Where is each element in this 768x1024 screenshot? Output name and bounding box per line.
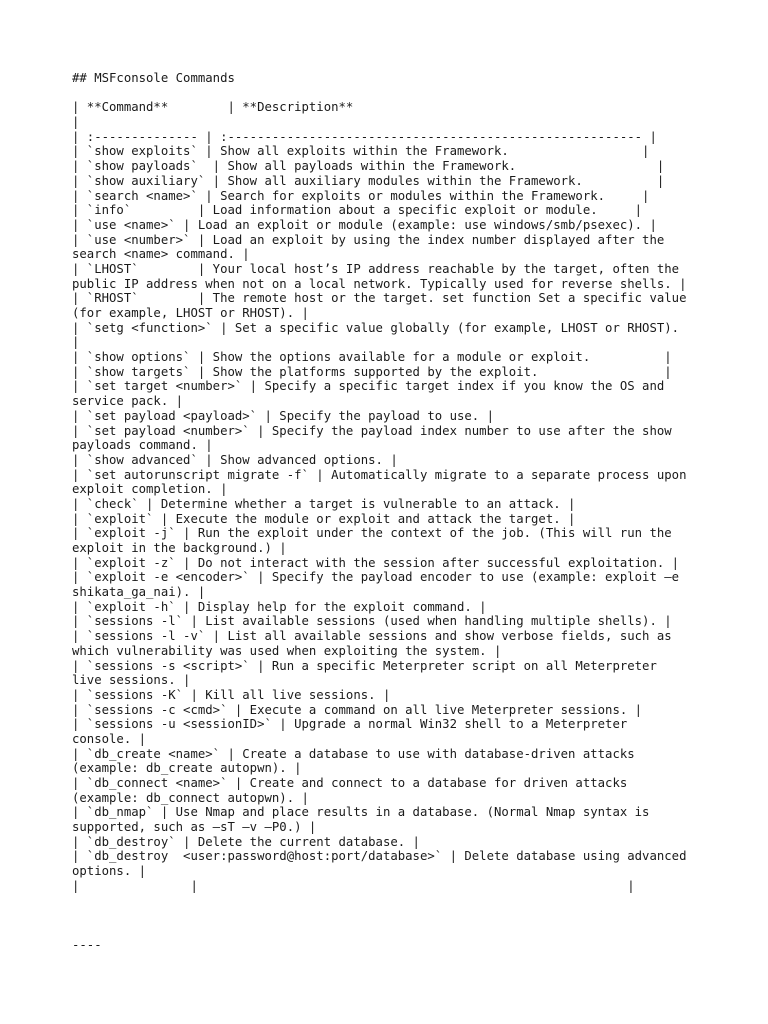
doc-line: | `info` | Load information about a specific exploit or module. | xyxy=(72,203,643,218)
doc-line xyxy=(72,908,702,923)
doc-line: | `db_destroy <user:password@host:port/database>` | Delete database using advanced xyxy=(72,849,687,864)
doc-line: live sessions. | xyxy=(72,673,191,688)
doc-line: | `db_nmap` | Use Nmap and place results in a database. (Normal Nmap syntax is xyxy=(72,805,650,820)
doc-line: | `exploit -h` | Display help for the exploit command. | xyxy=(72,599,487,614)
doc-line: | `exploit` | Execute the module or exploit and attack the target. | xyxy=(72,511,576,526)
doc-line: shikata_ga_nai). | xyxy=(72,585,206,600)
doc-line: exploit completion. | xyxy=(72,482,228,497)
doc-line: | `sessions -c <cmd>` | Execute a command on all live Meterpreter sessions. | xyxy=(72,702,643,717)
horizontal-rule: ---- xyxy=(72,937,102,952)
doc-line: | `show advanced` | Show advanced options. | xyxy=(72,452,398,467)
doc-line: | `db_create <name>` | Create a database to use with database-driven attacks xyxy=(72,746,635,761)
doc-line: | **Command** | **Description** xyxy=(72,100,354,115)
doc-line: | `show auxiliary` | Show all auxiliary modules within the Framework. | xyxy=(72,173,665,188)
doc-line xyxy=(72,86,702,101)
doc-line: | `sessions -s <script>` | Run a specific Meterpreter script on all Meterpreter xyxy=(72,658,657,673)
doc-line: | `sessions -K` | Kill all live sessions. | xyxy=(72,687,391,702)
doc-line: exploit in the background.) | xyxy=(72,541,287,555)
doc-line: | `search <name>` | Search for exploits or modules within the Framework. | xyxy=(72,188,650,203)
doc-line: | `exploit -e <encoder>` | Specify the payload encoder to use (example: exploit –e xyxy=(72,570,680,585)
doc-line: (example: db_connect autopwn). | xyxy=(72,790,309,805)
doc-line: | `use <name>` | Load an exploit or module (example: use windows/smb/psexec). | xyxy=(72,217,657,232)
doc-line: | `set target <number>` | Specify a specific target index if you know the OS and xyxy=(72,379,665,394)
doc-line: public IP address when not on a local network. Typically used for reverse shells. | xyxy=(72,276,687,291)
doc-line: | xyxy=(72,115,80,130)
doc-line: console. | xyxy=(72,731,147,746)
doc-line: (example: db_create autopwn). | xyxy=(72,761,302,776)
doc-line: | `show exploits` | Show all exploits within the Framework. | xyxy=(72,144,650,159)
doc-line: | `show targets` | Show the platforms supported by the exploit. | xyxy=(72,364,672,379)
doc-line: | `check` | Determine whether a target is vulnerable to an attack. | xyxy=(72,496,576,511)
document-text xyxy=(72,71,702,952)
doc-line: payloads command. | xyxy=(72,438,213,453)
doc-line: | `exploit -z` | Do not interact with the session after successful exploitation. | xyxy=(72,555,680,570)
doc-line xyxy=(72,894,702,909)
doc-line: | `sessions -l -v` | List all available sessions and show verbose fields, such as xyxy=(72,629,672,644)
doc-line: ## MSFconsole Commands xyxy=(72,71,235,85)
doc-line: | `db_connect <name>` | Create and connect to a database for driven attacks xyxy=(72,776,628,790)
doc-line: options. | xyxy=(72,864,147,879)
doc-line: | `set payload <number>` | Specify the payload index number to use after the show xyxy=(72,423,672,438)
doc-line: | `show options` | Show the options available for a module or exploit. | xyxy=(72,350,672,365)
doc-line: which vulnerability was used when exploiting the system. | xyxy=(72,643,502,658)
doc-line: | `use <number>` | Load an exploit by using the index number displayed after the xyxy=(72,232,665,247)
doc-line: | `setg <function>` | Set a specific value globally (for example, LHOST or RHOST). xyxy=(72,320,680,335)
doc-line: | | | xyxy=(72,878,635,893)
doc-line: | `show payloads` | Show all payloads within the Framework. | xyxy=(72,159,665,174)
doc-line xyxy=(72,923,702,938)
doc-line: | xyxy=(72,335,80,350)
doc-line: supported, such as –sT –v –P0.) | xyxy=(72,820,317,835)
doc-line: | `LHOST` | Your local host’s IP address reachable by the target, often the xyxy=(72,261,680,276)
doc-line: | `set payload <payload>` | Specify the payload to use. | xyxy=(72,408,494,423)
doc-line: | `sessions -l` | List available sessions (used when handling multiple shells). | xyxy=(72,614,672,629)
doc-line: search <name> command. | xyxy=(72,247,250,262)
doc-line: | :-------------- | :-------------------------------------------------------- | xyxy=(72,129,657,144)
doc-line: | `db_destroy` | Delete the current database. | xyxy=(72,834,420,849)
doc-line: | `sessions -u <sessionID>` | Upgrade a normal Win32 shell to a Meterpreter xyxy=(72,717,628,732)
doc-line: | `RHOST` | The remote host or the target. set function Set a specific value xyxy=(72,291,687,306)
doc-line: (for example, LHOST or RHOST). | xyxy=(72,306,309,320)
doc-line: | `set autorunscript migrate -f` | Automatically migrate to a separate process upon xyxy=(72,467,687,482)
doc-line: | `exploit -j` | Run the exploit under the context of the job. (This will run the xyxy=(72,526,672,541)
doc-line: service pack. | xyxy=(72,394,184,409)
